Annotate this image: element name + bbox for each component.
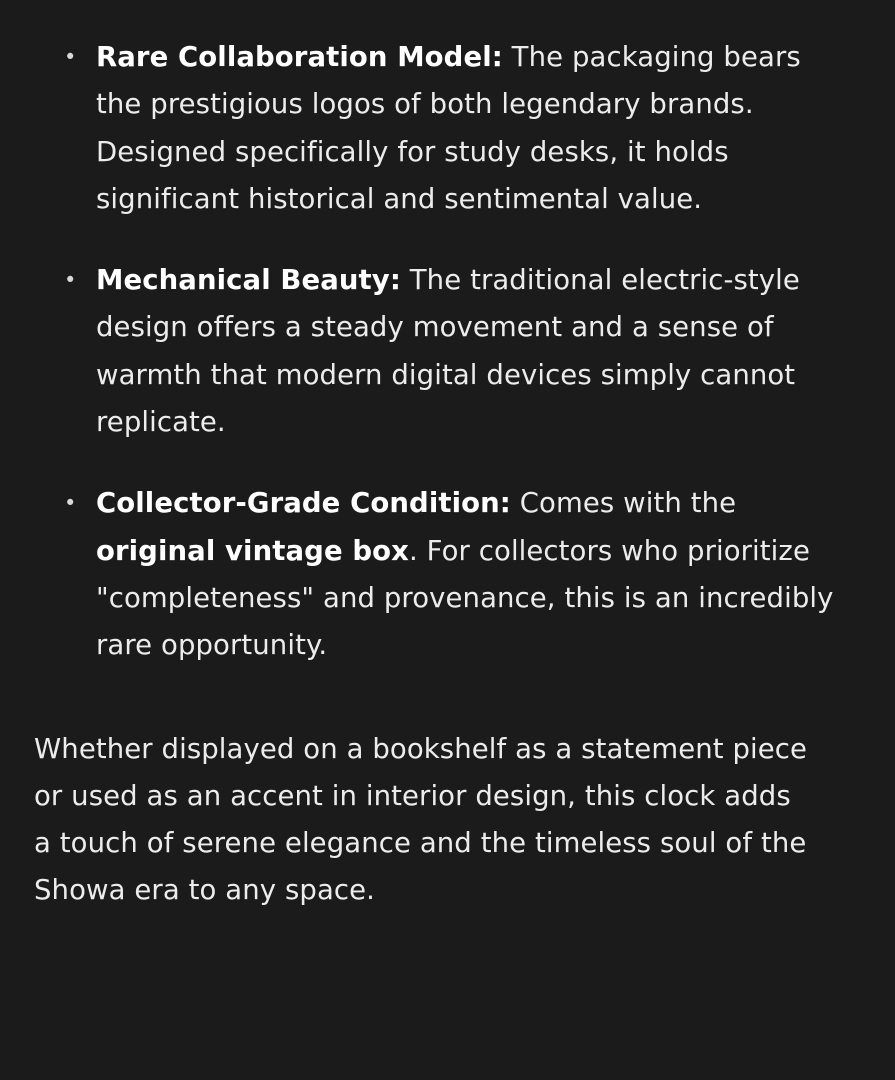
- feature-bullet-list: [34, 34, 851, 670]
- bullet-lead-label: Collector-Grade Condition:: [96, 487, 511, 520]
- bullet-text-before: Comes with the: [510, 487, 737, 520]
- bullet-lead-label: Mechanical Beauty:: [96, 264, 401, 297]
- bullet-lead-label: Rare Collaboration Model:: [96, 41, 503, 73]
- list-item: [34, 480, 851, 669]
- list-item: [34, 257, 851, 446]
- bullet-text-before: The traditional electric-style design offers a steady movement and a sense of warmth that modern digital devices simply cannot replicate.: [96, 264, 800, 439]
- bullet-text-after: . For collectors who prioritize "completeness" and provenance, this is an incredibly rare opportunity.: [96, 534, 834, 662]
- list-item: [34, 34, 851, 223]
- bullet-bold-inline: original vintage box: [96, 534, 409, 567]
- bullet-text-before: The packaging bears the prestigious logos of both legendary brands. Designed specifically for study desks, it holds significant historical and sentimental value.: [96, 41, 801, 215]
- closing-paragraph: Whether displayed on a bookshelf as a statement piece or used as an accent in interior design, this clock adds a touch of serene elegance and the timeless soul of the Showa era to any space.: [34, 732, 808, 907]
